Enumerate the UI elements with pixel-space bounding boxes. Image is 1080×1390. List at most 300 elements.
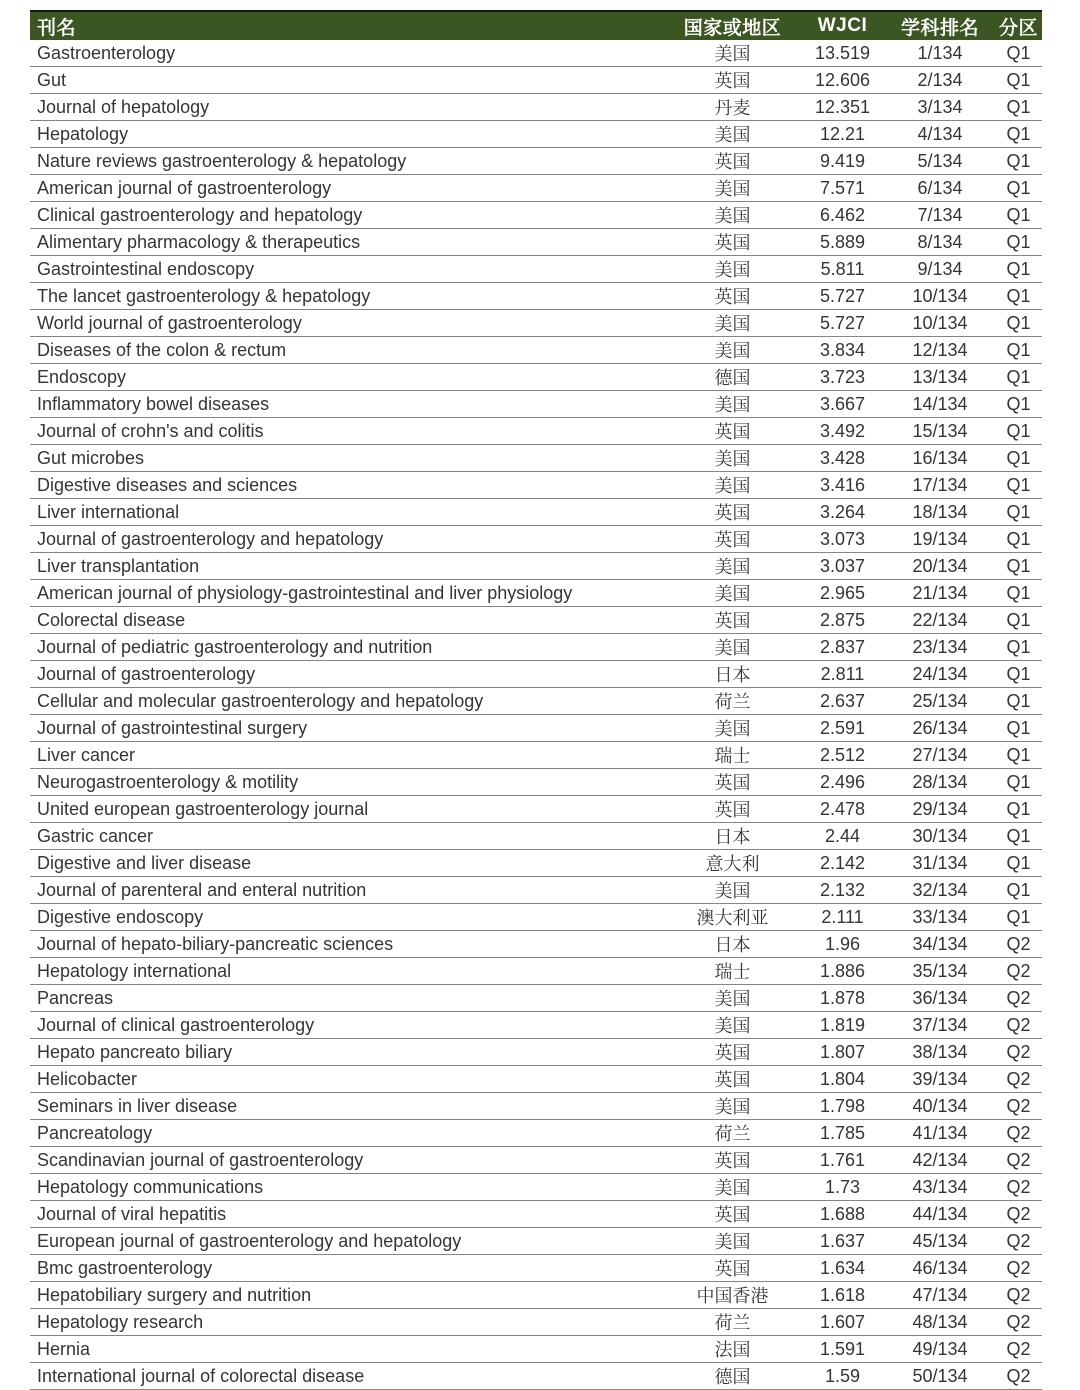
rank-cell: 17/134 — [885, 472, 995, 499]
table-row — [30, 1309, 1042, 1336]
table-row — [30, 472, 1042, 499]
country-cell: 美国 — [665, 391, 800, 418]
rank-cell: 30/134 — [885, 823, 995, 850]
country-cell: 日本 — [665, 931, 800, 958]
table-row — [30, 1174, 1042, 1201]
name-cell: Liver transplantation — [30, 553, 665, 580]
name-cell: Diseases of the colon & rectum — [30, 337, 665, 364]
name-cell: Cellular and molecular gastroenterology and hepatology — [30, 688, 665, 715]
country-cell: 美国 — [665, 1012, 800, 1039]
name-cell: The lancet gastroenterology & hepatology — [30, 283, 665, 310]
country-cell: 英国 — [665, 499, 800, 526]
rank-cell: 12/134 — [885, 337, 995, 364]
name-cell: Colorectal disease — [30, 607, 665, 634]
column-header-country: 国家或地区 — [665, 11, 800, 40]
wjci-cell: 1.618 — [800, 1282, 885, 1309]
name-cell: World journal of gastroenterology — [30, 310, 665, 337]
rank-cell: 44/134 — [885, 1201, 995, 1228]
wjci-cell: 1.634 — [800, 1255, 885, 1282]
quartile-cell: Q1 — [995, 40, 1042, 67]
wjci-cell: 2.44 — [800, 823, 885, 850]
quartile-cell: Q1 — [995, 715, 1042, 742]
quartile-cell: Q2 — [995, 1174, 1042, 1201]
name-cell: Alimentary pharmacology & therapeutics — [30, 229, 665, 256]
rank-cell: 37/134 — [885, 1012, 995, 1039]
country-cell: 美国 — [665, 175, 800, 202]
name-cell: Inflammatory bowel diseases — [30, 391, 665, 418]
wjci-cell: 1.637 — [800, 1228, 885, 1255]
table-row — [30, 310, 1042, 337]
quartile-cell: Q1 — [995, 499, 1042, 526]
name-cell: Helicobacter — [30, 1066, 665, 1093]
wjci-cell: 2.478 — [800, 796, 885, 823]
table-row — [30, 580, 1042, 607]
quartile-cell: Q1 — [995, 256, 1042, 283]
name-cell: Hepato pancreato biliary — [30, 1039, 665, 1066]
wjci-cell: 3.428 — [800, 445, 885, 472]
name-cell: Liver cancer — [30, 742, 665, 769]
quartile-cell: Q1 — [995, 364, 1042, 391]
wjci-cell: 5.727 — [800, 310, 885, 337]
name-cell: European journal of gastroenterology and hepatology — [30, 1228, 665, 1255]
header-row — [30, 11, 1042, 40]
rank-cell: 2/134 — [885, 67, 995, 94]
quartile-cell: Q1 — [995, 877, 1042, 904]
name-cell: Journal of hepato-biliary-pancreatic sciences — [30, 931, 665, 958]
wjci-cell: 1.785 — [800, 1120, 885, 1147]
wjci-cell: 2.142 — [800, 850, 885, 877]
country-cell: 日本 — [665, 823, 800, 850]
name-cell: Liver international — [30, 499, 665, 526]
wjci-cell: 12.21 — [800, 121, 885, 148]
table-row — [30, 1282, 1042, 1309]
quartile-cell: Q2 — [995, 1147, 1042, 1174]
wjci-cell: 1.798 — [800, 1093, 885, 1120]
wjci-cell: 1.804 — [800, 1066, 885, 1093]
table-row — [30, 1363, 1042, 1390]
quartile-cell: Q2 — [995, 1120, 1042, 1147]
table-row — [30, 607, 1042, 634]
quartile-cell: Q1 — [995, 742, 1042, 769]
table-row — [30, 418, 1042, 445]
quartile-cell: Q1 — [995, 904, 1042, 931]
rank-cell: 43/134 — [885, 1174, 995, 1201]
country-cell: 瑞士 — [665, 958, 800, 985]
quartile-cell: Q1 — [995, 310, 1042, 337]
table-row — [30, 1093, 1042, 1120]
name-cell: Gut microbes — [30, 445, 665, 472]
quartile-cell: Q1 — [995, 823, 1042, 850]
table-row — [30, 634, 1042, 661]
rank-cell: 25/134 — [885, 688, 995, 715]
rank-cell: 40/134 — [885, 1093, 995, 1120]
rank-cell: 48/134 — [885, 1309, 995, 1336]
country-cell: 意大利 — [665, 850, 800, 877]
name-cell: Journal of clinical gastroenterology — [30, 1012, 665, 1039]
wjci-cell: 9.419 — [800, 148, 885, 175]
country-cell: 美国 — [665, 580, 800, 607]
country-cell: 英国 — [665, 607, 800, 634]
rank-cell: 47/134 — [885, 1282, 995, 1309]
wjci-cell: 1.96 — [800, 931, 885, 958]
rank-cell: 26/134 — [885, 715, 995, 742]
country-cell: 英国 — [665, 67, 800, 94]
wjci-cell: 3.834 — [800, 337, 885, 364]
table-row — [30, 742, 1042, 769]
name-cell: American journal of physiology-gastrointestinal and liver physiology — [30, 580, 665, 607]
journal-ranking-table — [30, 10, 1042, 1390]
table-row — [30, 1255, 1042, 1282]
rank-cell: 15/134 — [885, 418, 995, 445]
name-cell: Hernia — [30, 1336, 665, 1363]
table-row — [30, 688, 1042, 715]
quartile-cell: Q2 — [995, 1066, 1042, 1093]
name-cell: Journal of gastroenterology — [30, 661, 665, 688]
rank-cell: 50/134 — [885, 1363, 995, 1390]
table-row — [30, 715, 1042, 742]
name-cell: Hepatology research — [30, 1309, 665, 1336]
name-cell: Gastroenterology — [30, 40, 665, 67]
quartile-cell: Q2 — [995, 1039, 1042, 1066]
name-cell: Clinical gastroenterology and hepatology — [30, 202, 665, 229]
wjci-cell: 1.59 — [800, 1363, 885, 1390]
country-cell: 美国 — [665, 337, 800, 364]
rank-cell: 8/134 — [885, 229, 995, 256]
quartile-cell: Q1 — [995, 283, 1042, 310]
wjci-cell: 2.132 — [800, 877, 885, 904]
wjci-cell: 2.111 — [800, 904, 885, 931]
quartile-cell: Q2 — [995, 1201, 1042, 1228]
wjci-cell: 7.571 — [800, 175, 885, 202]
quartile-cell: Q1 — [995, 67, 1042, 94]
table-row — [30, 661, 1042, 688]
wjci-cell: 5.727 — [800, 283, 885, 310]
quartile-cell: Q1 — [995, 418, 1042, 445]
table-row — [30, 67, 1042, 94]
wjci-cell: 3.723 — [800, 364, 885, 391]
name-cell: Pancreatology — [30, 1120, 665, 1147]
wjci-cell: 1.688 — [800, 1201, 885, 1228]
country-cell: 法国 — [665, 1336, 800, 1363]
quartile-cell: Q1 — [995, 337, 1042, 364]
table-row — [30, 526, 1042, 553]
quartile-cell: Q2 — [995, 1255, 1042, 1282]
wjci-cell: 2.637 — [800, 688, 885, 715]
table-row — [30, 1147, 1042, 1174]
name-cell: Seminars in liver disease — [30, 1093, 665, 1120]
wjci-cell: 3.037 — [800, 553, 885, 580]
table-row — [30, 283, 1042, 310]
rank-cell: 33/134 — [885, 904, 995, 931]
country-cell: 美国 — [665, 877, 800, 904]
quartile-cell: Q1 — [995, 94, 1042, 121]
wjci-cell: 13.519 — [800, 40, 885, 67]
quartile-cell: Q2 — [995, 931, 1042, 958]
rank-cell: 38/134 — [885, 1039, 995, 1066]
wjci-cell: 2.837 — [800, 634, 885, 661]
rank-cell: 21/134 — [885, 580, 995, 607]
rank-cell: 1/134 — [885, 40, 995, 67]
name-cell: Digestive and liver disease — [30, 850, 665, 877]
wjci-cell: 2.512 — [800, 742, 885, 769]
wjci-cell: 1.73 — [800, 1174, 885, 1201]
table-row — [30, 364, 1042, 391]
name-cell: Journal of hepatology — [30, 94, 665, 121]
column-header-subject-rank: 学科排名 — [885, 11, 995, 40]
rank-cell: 36/134 — [885, 985, 995, 1012]
table-row — [30, 499, 1042, 526]
rank-cell: 45/134 — [885, 1228, 995, 1255]
wjci-cell: 2.496 — [800, 769, 885, 796]
name-cell: Hepatology communications — [30, 1174, 665, 1201]
country-cell: 美国 — [665, 1228, 800, 1255]
wjci-cell: 3.492 — [800, 418, 885, 445]
rank-cell: 23/134 — [885, 634, 995, 661]
quartile-cell: Q1 — [995, 229, 1042, 256]
country-cell: 美国 — [665, 310, 800, 337]
name-cell: Bmc gastroenterology — [30, 1255, 665, 1282]
wjci-cell: 5.889 — [800, 229, 885, 256]
rank-cell: 22/134 — [885, 607, 995, 634]
country-cell: 瑞士 — [665, 742, 800, 769]
wjci-cell: 2.591 — [800, 715, 885, 742]
name-cell: International journal of colorectal disease — [30, 1363, 665, 1390]
name-cell: Nature reviews gastroenterology & hepatology — [30, 148, 665, 175]
table-row — [30, 1120, 1042, 1147]
rank-cell: 10/134 — [885, 310, 995, 337]
quartile-cell: Q1 — [995, 661, 1042, 688]
wjci-cell: 2.811 — [800, 661, 885, 688]
table-row — [30, 94, 1042, 121]
rank-cell: 3/134 — [885, 94, 995, 121]
wjci-cell: 1.607 — [800, 1309, 885, 1336]
table-row — [30, 40, 1042, 67]
quartile-cell: Q2 — [995, 1093, 1042, 1120]
wjci-cell: 6.462 — [800, 202, 885, 229]
quartile-cell: Q2 — [995, 1012, 1042, 1039]
name-cell: Journal of pediatric gastroenterology and nutrition — [30, 634, 665, 661]
name-cell: Scandinavian journal of gastroenterology — [30, 1147, 665, 1174]
country-cell: 荷兰 — [665, 688, 800, 715]
quartile-cell: Q1 — [995, 148, 1042, 175]
rank-cell: 31/134 — [885, 850, 995, 877]
rank-cell: 39/134 — [885, 1066, 995, 1093]
country-cell: 英国 — [665, 769, 800, 796]
table-row — [30, 958, 1042, 985]
quartile-cell: Q1 — [995, 202, 1042, 229]
country-cell: 英国 — [665, 1066, 800, 1093]
rank-cell: 6/134 — [885, 175, 995, 202]
table-row — [30, 175, 1042, 202]
country-cell: 丹麦 — [665, 94, 800, 121]
country-cell: 美国 — [665, 1174, 800, 1201]
name-cell: Journal of gastrointestinal surgery — [30, 715, 665, 742]
table-row — [30, 877, 1042, 904]
table-row — [30, 337, 1042, 364]
table-row — [30, 985, 1042, 1012]
name-cell: Gut — [30, 67, 665, 94]
rank-cell: 29/134 — [885, 796, 995, 823]
quartile-cell: Q1 — [995, 796, 1042, 823]
rank-cell: 27/134 — [885, 742, 995, 769]
name-cell: Journal of crohn's and colitis — [30, 418, 665, 445]
quartile-cell: Q2 — [995, 1336, 1042, 1363]
rank-cell: 18/134 — [885, 499, 995, 526]
table-row — [30, 1039, 1042, 1066]
country-cell: 德国 — [665, 1363, 800, 1390]
table-row — [30, 904, 1042, 931]
table-row — [30, 121, 1042, 148]
name-cell: Endoscopy — [30, 364, 665, 391]
wjci-cell: 1.807 — [800, 1039, 885, 1066]
country-cell: 美国 — [665, 472, 800, 499]
rank-cell: 24/134 — [885, 661, 995, 688]
wjci-cell: 3.264 — [800, 499, 885, 526]
wjci-cell: 2.875 — [800, 607, 885, 634]
quartile-cell: Q1 — [995, 850, 1042, 877]
quartile-cell: Q2 — [995, 1282, 1042, 1309]
name-cell: Gastrointestinal endoscopy — [30, 256, 665, 283]
quartile-cell: Q2 — [995, 1309, 1042, 1336]
table-row — [30, 796, 1042, 823]
name-cell: Hepatobiliary surgery and nutrition — [30, 1282, 665, 1309]
country-cell: 德国 — [665, 364, 800, 391]
rank-cell: 13/134 — [885, 364, 995, 391]
rank-cell: 42/134 — [885, 1147, 995, 1174]
quartile-cell: Q1 — [995, 769, 1042, 796]
rank-cell: 20/134 — [885, 553, 995, 580]
rank-cell: 5/134 — [885, 148, 995, 175]
rank-cell: 9/134 — [885, 256, 995, 283]
country-cell: 美国 — [665, 1093, 800, 1120]
table-row — [30, 256, 1042, 283]
rank-cell: 7/134 — [885, 202, 995, 229]
column-header-quartile: 分区 — [995, 11, 1042, 40]
wjci-cell: 2.965 — [800, 580, 885, 607]
wjci-cell: 1.761 — [800, 1147, 885, 1174]
wjci-cell: 1.819 — [800, 1012, 885, 1039]
name-cell: Journal of gastroenterology and hepatology — [30, 526, 665, 553]
wjci-cell: 12.606 — [800, 67, 885, 94]
rank-cell: 49/134 — [885, 1336, 995, 1363]
name-cell: Hepatology — [30, 121, 665, 148]
table-row — [30, 1012, 1042, 1039]
country-cell: 美国 — [665, 256, 800, 283]
rank-cell: 10/134 — [885, 283, 995, 310]
quartile-cell: Q1 — [995, 634, 1042, 661]
table-body — [30, 40, 1042, 1390]
rank-cell: 14/134 — [885, 391, 995, 418]
table-row — [30, 1228, 1042, 1255]
quartile-cell: Q2 — [995, 958, 1042, 985]
country-cell: 英国 — [665, 1255, 800, 1282]
wjci-cell: 3.416 — [800, 472, 885, 499]
quartile-cell: Q2 — [995, 1228, 1042, 1255]
country-cell: 英国 — [665, 148, 800, 175]
country-cell: 美国 — [665, 40, 800, 67]
table-row — [30, 850, 1042, 877]
name-cell: Gastric cancer — [30, 823, 665, 850]
name-cell: Hepatology international — [30, 958, 665, 985]
quartile-cell: Q1 — [995, 121, 1042, 148]
table-row — [30, 553, 1042, 580]
country-cell: 美国 — [665, 202, 800, 229]
table-row — [30, 229, 1042, 256]
country-cell: 英国 — [665, 229, 800, 256]
quartile-cell: Q1 — [995, 175, 1042, 202]
quartile-cell: Q1 — [995, 391, 1042, 418]
table-row — [30, 445, 1042, 472]
country-cell: 英国 — [665, 1201, 800, 1228]
wjci-cell: 1.591 — [800, 1336, 885, 1363]
name-cell: Digestive diseases and sciences — [30, 472, 665, 499]
rank-cell: 4/134 — [885, 121, 995, 148]
country-cell: 美国 — [665, 715, 800, 742]
name-cell: Neurogastroenterology & motility — [30, 769, 665, 796]
country-cell: 中国香港 — [665, 1282, 800, 1309]
country-cell: 日本 — [665, 661, 800, 688]
rank-cell: 46/134 — [885, 1255, 995, 1282]
quartile-cell: Q2 — [995, 1363, 1042, 1390]
name-cell: American journal of gastroenterology — [30, 175, 665, 202]
rank-cell: 34/134 — [885, 931, 995, 958]
country-cell: 美国 — [665, 121, 800, 148]
country-cell: 英国 — [665, 796, 800, 823]
quartile-cell: Q1 — [995, 526, 1042, 553]
quartile-cell: Q2 — [995, 985, 1042, 1012]
country-cell: 荷兰 — [665, 1309, 800, 1336]
table-row — [30, 148, 1042, 175]
wjci-cell: 1.878 — [800, 985, 885, 1012]
table-row — [30, 1336, 1042, 1363]
country-cell: 英国 — [665, 526, 800, 553]
table-row — [30, 202, 1042, 229]
name-cell: Digestive endoscopy — [30, 904, 665, 931]
country-cell: 英国 — [665, 1147, 800, 1174]
country-cell: 美国 — [665, 985, 800, 1012]
quartile-cell: Q1 — [995, 607, 1042, 634]
country-cell: 澳大利亚 — [665, 904, 800, 931]
table-row — [30, 931, 1042, 958]
rank-cell: 19/134 — [885, 526, 995, 553]
name-cell: Journal of viral hepatitis — [30, 1201, 665, 1228]
column-header-wjci: WJCI — [800, 11, 885, 40]
country-cell: 英国 — [665, 283, 800, 310]
rank-cell: 16/134 — [885, 445, 995, 472]
rank-cell: 35/134 — [885, 958, 995, 985]
wjci-cell: 3.073 — [800, 526, 885, 553]
column-header-journal-name: 刊名 — [30, 11, 665, 40]
table-row — [30, 1201, 1042, 1228]
quartile-cell: Q1 — [995, 445, 1042, 472]
name-cell: Journal of parenteral and enteral nutrition — [30, 877, 665, 904]
country-cell: 美国 — [665, 445, 800, 472]
rank-cell: 28/134 — [885, 769, 995, 796]
country-cell: 英国 — [665, 418, 800, 445]
country-cell: 美国 — [665, 553, 800, 580]
rank-cell: 32/134 — [885, 877, 995, 904]
country-cell: 美国 — [665, 634, 800, 661]
rank-cell: 41/134 — [885, 1120, 995, 1147]
table-row — [30, 391, 1042, 418]
wjci-cell: 1.886 — [800, 958, 885, 985]
quartile-cell: Q1 — [995, 553, 1042, 580]
table-row — [30, 1066, 1042, 1093]
country-cell: 荷兰 — [665, 1120, 800, 1147]
wjci-cell: 3.667 — [800, 391, 885, 418]
wjci-cell: 12.351 — [800, 94, 885, 121]
quartile-cell: Q1 — [995, 580, 1042, 607]
